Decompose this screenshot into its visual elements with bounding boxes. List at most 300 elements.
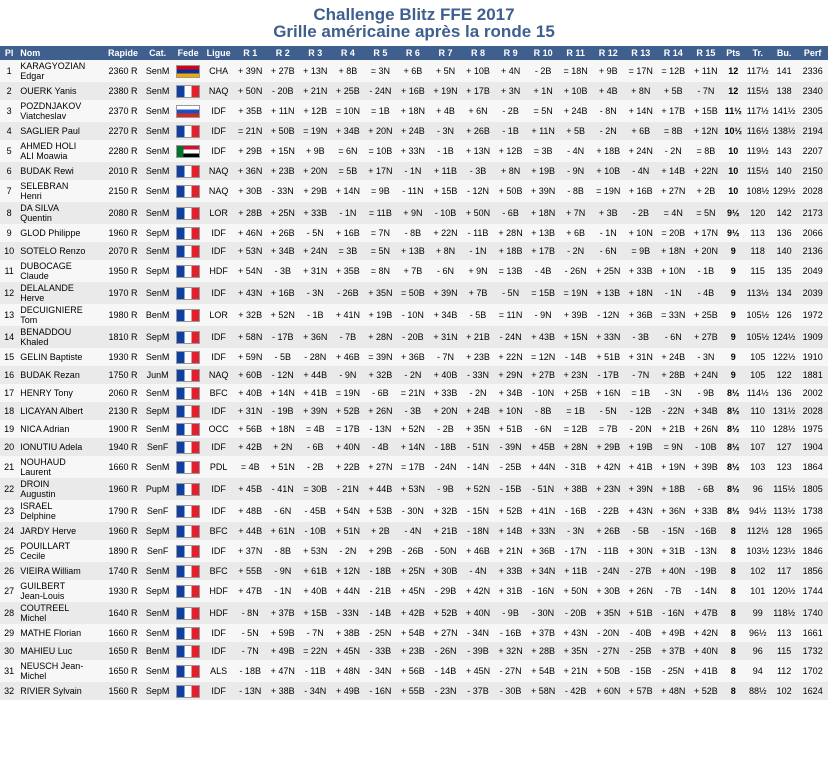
round-result-cell: + 12B xyxy=(494,140,527,162)
round-result-cell: = 4B xyxy=(299,420,332,438)
round-result-cell: - 5N xyxy=(299,224,332,242)
round-result-cell: + 42N xyxy=(690,624,723,642)
performance-cell: 2039 xyxy=(797,282,828,304)
round-result-cell: - 18N xyxy=(462,522,495,540)
player-name-cell xyxy=(18,580,103,602)
federation-cell xyxy=(173,180,204,202)
round-result-cell: + 8N xyxy=(624,82,657,100)
rating-cell: 1960 R xyxy=(104,522,143,540)
points-cell: 9 xyxy=(722,260,744,282)
flag-fr-icon xyxy=(176,85,200,98)
round-result-cell: - 14N xyxy=(462,456,495,478)
round-result-cell: + 22B xyxy=(332,456,365,478)
points-cell: 8 xyxy=(722,580,744,602)
performance-cell: 1975 xyxy=(797,420,828,438)
round-result-cell: + 28N xyxy=(559,438,592,456)
player-name-line: GUILBERT xyxy=(20,581,66,591)
round-result-cell: + 20N xyxy=(364,122,397,140)
player-name-cell xyxy=(18,660,103,682)
place-cell: 14 xyxy=(0,326,18,348)
table-row xyxy=(0,384,828,402)
round-result-cell: - 2N xyxy=(462,384,495,402)
round-result-cell: - 9B xyxy=(429,478,462,500)
round-result-cell: = 5N xyxy=(690,202,723,224)
round-result-cell: + 6B xyxy=(559,224,592,242)
flag-fr-icon xyxy=(176,387,200,400)
round-result-cell: - 30B xyxy=(494,682,527,700)
round-result-cell: + 44N xyxy=(332,580,365,602)
player-name-line: POZDNJAKOV xyxy=(20,101,82,111)
round-result-cell: + 33B xyxy=(494,562,527,580)
player-name-cell xyxy=(18,82,103,100)
round-result-cell: = 6N xyxy=(332,140,365,162)
points-cell: 8 xyxy=(722,540,744,562)
player-name-cell xyxy=(18,304,103,326)
player-name-line: NEUSCH Jean- xyxy=(20,661,84,671)
player-name-cell xyxy=(18,122,103,140)
tiebreak-bu-cell: 115 xyxy=(771,642,797,660)
round-result-cell: - 25B xyxy=(624,642,657,660)
round-result-cell: = 11B xyxy=(364,202,397,224)
player-name-cell xyxy=(18,402,103,420)
table-row xyxy=(0,402,828,420)
place-cell: 25 xyxy=(0,540,18,562)
round-result-cell: = 20B xyxy=(657,224,690,242)
round-result-cell: - 8N xyxy=(592,100,625,122)
round-result-cell: + 33B xyxy=(299,202,332,224)
round-result-cell: + 45B xyxy=(527,438,560,456)
league-cell: PDL xyxy=(203,456,234,478)
round-result-cell: - 28N xyxy=(299,348,332,366)
round-result-cell: - 18B xyxy=(429,438,462,456)
round-result-cell: - 51N xyxy=(462,438,495,456)
place-cell: 32 xyxy=(0,682,18,700)
table-row xyxy=(0,478,828,500)
tiebreak-bu-cell: 117 xyxy=(771,562,797,580)
player-name-line: Michel xyxy=(20,671,47,681)
round-result-cell: + 26B xyxy=(266,224,299,242)
round-result-cell: - 9B xyxy=(494,602,527,624)
round-result-cell: - 18B xyxy=(234,660,267,682)
player-name-line: VIEIRA William xyxy=(20,566,81,576)
round-result-cell: + 4B xyxy=(429,100,462,122)
round-result-cell: + 37B xyxy=(527,624,560,642)
tiebreak-tr-cell: 117½ xyxy=(745,60,771,82)
tiebreak-bu-cell: 115½ xyxy=(771,478,797,500)
player-name-cell xyxy=(18,140,103,162)
flag-fr-icon xyxy=(176,645,200,658)
league-cell: OCC xyxy=(203,420,234,438)
round-result-cell: + 19B xyxy=(527,162,560,180)
round-result-cell: + 27B xyxy=(527,366,560,384)
round-result-cell: + 22N xyxy=(429,224,462,242)
tiebreak-bu-cell: 136 xyxy=(771,384,797,402)
rating-cell: 1640 R xyxy=(104,602,143,624)
round-result-cell: + 41N xyxy=(527,500,560,522)
flag-fr-icon xyxy=(176,227,200,240)
federation-cell xyxy=(173,140,204,162)
round-result-cell: - 26N xyxy=(429,642,462,660)
round-result-cell: + 51N xyxy=(332,522,365,540)
round-result-cell: - 25B xyxy=(494,456,527,478)
player-name-cell xyxy=(18,180,103,202)
round-result-cell: + 41B xyxy=(690,660,723,682)
round-result-cell: - 5N xyxy=(592,402,625,420)
performance-cell: 2207 xyxy=(797,140,828,162)
table-row xyxy=(0,260,828,282)
place-cell: 29 xyxy=(0,624,18,642)
rating-cell: 1930 R xyxy=(104,580,143,602)
round-result-cell: + 7N xyxy=(559,202,592,224)
player-name-line: Laurent xyxy=(20,467,51,477)
round-result-cell: + 6B xyxy=(397,60,430,82)
round-result-cell: + 41N xyxy=(332,304,365,326)
tiebreak-tr-cell: 107 xyxy=(745,438,771,456)
league-cell: LOR xyxy=(203,304,234,326)
flag-fr-icon xyxy=(176,545,200,558)
round-result-cell: - 15B xyxy=(624,660,657,682)
round-result-cell: - 22B xyxy=(592,500,625,522)
round-result-cell: + 26N xyxy=(690,420,723,438)
player-name-line: Herve xyxy=(20,293,45,303)
place-cell: 22 xyxy=(0,478,18,500)
rating-cell: 1740 R xyxy=(104,562,143,580)
round-result-cell: + 35B xyxy=(332,260,365,282)
round-result-cell: + 25N xyxy=(592,260,625,282)
round-result-cell: + 49B xyxy=(657,624,690,642)
place-cell: 27 xyxy=(0,580,18,602)
round-result-cell: - 2N xyxy=(559,242,592,260)
round-result-cell: = 17B xyxy=(332,420,365,438)
player-name-line: Quentin xyxy=(20,213,52,223)
tiebreak-tr-cell: 103½ xyxy=(745,540,771,562)
performance-cell: 2336 xyxy=(797,60,828,82)
round-result-cell: + 28B xyxy=(234,202,267,224)
round-result-cell: + 57B xyxy=(624,682,657,700)
title-block xyxy=(0,0,828,41)
player-name-line: Jean-Louis xyxy=(20,591,65,601)
round-result-cell: + 42B xyxy=(234,438,267,456)
round-result-cell: - 33N xyxy=(266,180,299,202)
round-result-cell: - 13N xyxy=(690,540,723,562)
player-name-line: ISRAEL xyxy=(20,501,53,511)
round-result-cell: - 6B xyxy=(690,478,723,500)
round-result-cell: + 52B xyxy=(429,602,462,624)
round-result-cell: - 13N xyxy=(234,682,267,700)
round-result-cell: - 7B xyxy=(332,326,365,348)
round-result-cell: + 16B xyxy=(266,282,299,304)
round-result-cell: + 21N xyxy=(299,82,332,100)
round-result-cell: + 29B xyxy=(234,140,267,162)
league-cell: HDF xyxy=(203,580,234,602)
league-cell: HDF xyxy=(203,260,234,282)
round-result-cell: + 39N xyxy=(624,478,657,500)
round-result-cell: + 51B xyxy=(624,602,657,624)
round-result-cell: + 19N xyxy=(429,82,462,100)
round-result-cell: + 21B xyxy=(657,420,690,438)
round-result-cell: - 16N xyxy=(364,682,397,700)
tiebreak-tr-cell: 103 xyxy=(745,456,771,478)
column-header: R 4 xyxy=(332,46,365,60)
category-cell: SenM xyxy=(142,456,173,478)
category-cell: SenM xyxy=(142,420,173,438)
round-result-cell: - 19B xyxy=(266,402,299,420)
player-name-line: Michel xyxy=(20,613,47,623)
round-result-cell: - 17B xyxy=(592,366,625,384)
rating-cell: 2280 R xyxy=(104,140,143,162)
column-header: Rapide xyxy=(104,46,143,60)
tiebreak-tr-cell: 110 xyxy=(745,402,771,420)
round-result-cell: + 26N xyxy=(364,402,397,420)
round-result-cell: + 18N xyxy=(624,282,657,304)
round-result-cell: + 55B xyxy=(397,682,430,700)
round-result-cell: + 51B xyxy=(592,348,625,366)
round-result-cell: - 8B xyxy=(266,540,299,562)
round-result-cell: + 29B xyxy=(364,540,397,562)
federation-cell xyxy=(173,642,204,660)
round-result-cell: - 24N xyxy=(429,456,462,478)
round-result-cell: + 29B xyxy=(299,180,332,202)
flag-fr-icon xyxy=(176,331,200,344)
round-result-cell: = 1B xyxy=(559,402,592,420)
tiebreak-bu-cell: 113½ xyxy=(771,500,797,522)
round-result-cell: + 41B xyxy=(624,456,657,478)
round-result-cell: - 2B xyxy=(429,420,462,438)
round-result-cell: = 21N xyxy=(397,384,430,402)
round-result-cell: + 10N xyxy=(494,402,527,420)
player-name-cell xyxy=(18,438,103,456)
round-result-cell: + 50N xyxy=(462,202,495,224)
round-result-cell: = 8N xyxy=(364,260,397,282)
place-cell: 9 xyxy=(0,224,18,242)
round-result-cell: - 9N xyxy=(332,366,365,384)
flag-fr-icon xyxy=(176,165,200,178)
rating-cell: 1980 R xyxy=(104,304,143,326)
round-result-cell: - 2B xyxy=(299,456,332,478)
player-name-line: SAGLIER Paul xyxy=(20,126,80,136)
tiebreak-bu-cell: 138½ xyxy=(771,122,797,140)
round-result-cell: = 22N xyxy=(299,642,332,660)
round-result-cell: - 4B xyxy=(527,260,560,282)
tiebreak-tr-cell: 105½ xyxy=(745,326,771,348)
round-result-cell: + 38B xyxy=(559,478,592,500)
player-name-line: LICAYAN Albert xyxy=(20,406,83,416)
round-result-cell: + 27B xyxy=(266,60,299,82)
round-result-cell: + 40N xyxy=(657,562,690,580)
round-result-cell: + 34N xyxy=(527,562,560,580)
round-result-cell: + 9B xyxy=(592,60,625,82)
round-result-cell: - 29B xyxy=(429,580,462,602)
round-result-cell: = 3N xyxy=(364,60,397,82)
round-result-cell: - 7N xyxy=(234,642,267,660)
round-result-cell: - 16B xyxy=(494,624,527,642)
column-header: R 12 xyxy=(592,46,625,60)
rating-cell: 2080 R xyxy=(104,202,143,224)
round-result-cell: + 60B xyxy=(234,366,267,384)
table-row xyxy=(0,522,828,540)
performance-cell: 1881 xyxy=(797,366,828,384)
round-result-cell: + 39B xyxy=(690,456,723,478)
round-result-cell: + 27N xyxy=(364,456,397,478)
tiebreak-tr-cell: 115½ xyxy=(745,82,771,100)
round-result-cell: = 10N xyxy=(332,100,365,122)
player-name-line: NICA Adrian xyxy=(20,424,70,434)
round-result-cell: - 1N xyxy=(332,202,365,224)
place-cell: 12 xyxy=(0,282,18,304)
rating-cell: 2150 R xyxy=(104,180,143,202)
column-header: Pts xyxy=(722,46,744,60)
flag-fr-icon xyxy=(176,309,200,322)
round-result-cell: - 25N xyxy=(657,660,690,682)
rating-cell: 1660 R xyxy=(104,624,143,642)
round-result-cell: - 4N xyxy=(397,522,430,540)
round-result-cell: - 41N xyxy=(266,478,299,500)
round-result-cell: + 51N xyxy=(266,456,299,478)
round-result-cell: - 16N xyxy=(657,602,690,624)
round-result-cell: + 27B xyxy=(690,326,723,348)
round-result-cell: - 15N xyxy=(462,500,495,522)
table-row xyxy=(0,60,828,82)
round-result-cell: + 2B xyxy=(690,180,723,202)
round-result-cell: - 1B xyxy=(429,140,462,162)
category-cell: SepM xyxy=(142,402,173,420)
category-cell: SenM xyxy=(142,82,173,100)
round-result-cell: - 8B xyxy=(397,224,430,242)
round-result-cell: - 3N xyxy=(559,522,592,540)
round-result-cell: + 11B xyxy=(559,562,592,580)
round-result-cell: - 2B xyxy=(624,202,657,224)
round-result-cell: + 18N xyxy=(397,100,430,122)
player-name-line: COUTREEL xyxy=(20,603,70,613)
round-result-cell: + 32B xyxy=(364,366,397,384)
round-result-cell: + 47N xyxy=(266,660,299,682)
round-result-cell: - 10B xyxy=(690,438,723,456)
round-result-cell: - 3N xyxy=(657,384,690,402)
place-cell: 28 xyxy=(0,602,18,624)
rating-cell: 2070 R xyxy=(104,242,143,260)
round-result-cell: = 30B xyxy=(299,478,332,500)
round-result-cell: + 30B xyxy=(429,562,462,580)
round-result-cell: + 1N xyxy=(527,82,560,100)
league-cell: NAQ xyxy=(203,162,234,180)
round-result-cell: - 20B xyxy=(266,82,299,100)
round-result-cell: - 37B xyxy=(462,682,495,700)
round-result-cell: - 8B xyxy=(559,180,592,202)
place-cell: 5 xyxy=(0,140,18,162)
player-name-line: MATHE Florian xyxy=(20,628,82,638)
round-result-cell: + 14B xyxy=(494,522,527,540)
round-result-cell: + 33B xyxy=(429,384,462,402)
points-cell: 9 xyxy=(722,348,744,366)
round-result-cell: + 31B xyxy=(494,580,527,602)
round-result-cell: + 15N xyxy=(266,140,299,162)
round-result-cell: + 51B xyxy=(494,420,527,438)
player-name-cell xyxy=(18,326,103,348)
round-result-cell: = 5N xyxy=(364,242,397,260)
round-result-cell: - 15B xyxy=(494,478,527,500)
performance-cell: 1740 xyxy=(797,602,828,624)
round-result-cell: - 30N xyxy=(397,500,430,522)
round-result-cell: + 15B xyxy=(429,180,462,202)
round-result-cell: - 26N xyxy=(559,260,592,282)
round-result-cell: + 19B xyxy=(624,438,657,456)
place-cell: 19 xyxy=(0,420,18,438)
round-result-cell: = 1B xyxy=(624,384,657,402)
points-cell: 8 xyxy=(722,602,744,624)
performance-cell: 2173 xyxy=(797,202,828,224)
round-result-cell: + 21B xyxy=(462,326,495,348)
federation-cell xyxy=(173,522,204,540)
tiebreak-bu-cell: 124½ xyxy=(771,326,797,348)
performance-cell: 1965 xyxy=(797,522,828,540)
tiebreak-tr-cell: 101 xyxy=(745,580,771,602)
place-cell: 24 xyxy=(0,522,18,540)
round-result-cell: - 27N xyxy=(494,660,527,682)
round-result-cell: + 24N xyxy=(299,242,332,260)
round-result-cell: - 18B xyxy=(364,562,397,580)
category-cell: PupM xyxy=(142,478,173,500)
category-cell: SenF xyxy=(142,540,173,562)
round-result-cell: + 50B xyxy=(266,122,299,140)
round-result-cell: + 13B xyxy=(527,224,560,242)
round-result-cell: + 34B xyxy=(429,304,462,326)
round-result-cell: + 31N xyxy=(624,348,657,366)
rating-cell: 2060 R xyxy=(104,384,143,402)
player-name-line: DROIN xyxy=(20,479,50,489)
round-result-cell: + 37N xyxy=(234,540,267,562)
place-cell: 8 xyxy=(0,202,18,224)
round-result-cell: + 13N xyxy=(462,140,495,162)
round-result-cell: - 50N xyxy=(429,540,462,562)
round-result-cell: + 12N xyxy=(332,562,365,580)
round-result-cell: - 6N xyxy=(429,260,462,282)
round-result-cell: + 20N xyxy=(429,402,462,420)
table-row xyxy=(0,438,828,456)
round-result-cell: + 36B xyxy=(527,540,560,562)
league-cell: NAQ xyxy=(203,366,234,384)
round-result-cell: + 11N xyxy=(266,100,299,122)
round-result-cell: + 39N xyxy=(429,282,462,304)
performance-cell: 2136 xyxy=(797,242,828,260)
round-result-cell: + 33N xyxy=(397,140,430,162)
round-result-cell: + 36N xyxy=(234,162,267,180)
points-cell: 9 xyxy=(722,326,744,348)
column-header: Fede xyxy=(173,46,204,60)
round-result-cell: - 3N xyxy=(429,122,462,140)
round-result-cell: + 46B xyxy=(332,348,365,366)
round-result-cell: + 5N xyxy=(429,60,462,82)
round-result-cell: - 10N xyxy=(397,304,430,326)
tiebreak-bu-cell: 118½ xyxy=(771,602,797,624)
league-cell: IDF xyxy=(203,500,234,522)
round-result-cell: = 19N xyxy=(299,122,332,140)
round-result-cell: - 7N xyxy=(690,82,723,100)
round-result-cell: + 17N xyxy=(690,224,723,242)
round-result-cell: - 1B xyxy=(690,260,723,282)
performance-cell: 2002 xyxy=(797,384,828,402)
federation-cell xyxy=(173,202,204,224)
performance-cell: 2049 xyxy=(797,260,828,282)
tiebreak-bu-cell: 140 xyxy=(771,242,797,260)
round-result-cell: = 19N xyxy=(559,282,592,304)
round-result-cell: + 26B xyxy=(592,522,625,540)
round-result-cell: + 61B xyxy=(299,562,332,580)
tiebreak-bu-cell: 142 xyxy=(771,202,797,224)
round-result-cell: + 3N xyxy=(494,82,527,100)
tiebreak-bu-cell: 102 xyxy=(771,682,797,700)
league-cell: IDF xyxy=(203,282,234,304)
round-result-cell: + 29B xyxy=(592,438,625,456)
